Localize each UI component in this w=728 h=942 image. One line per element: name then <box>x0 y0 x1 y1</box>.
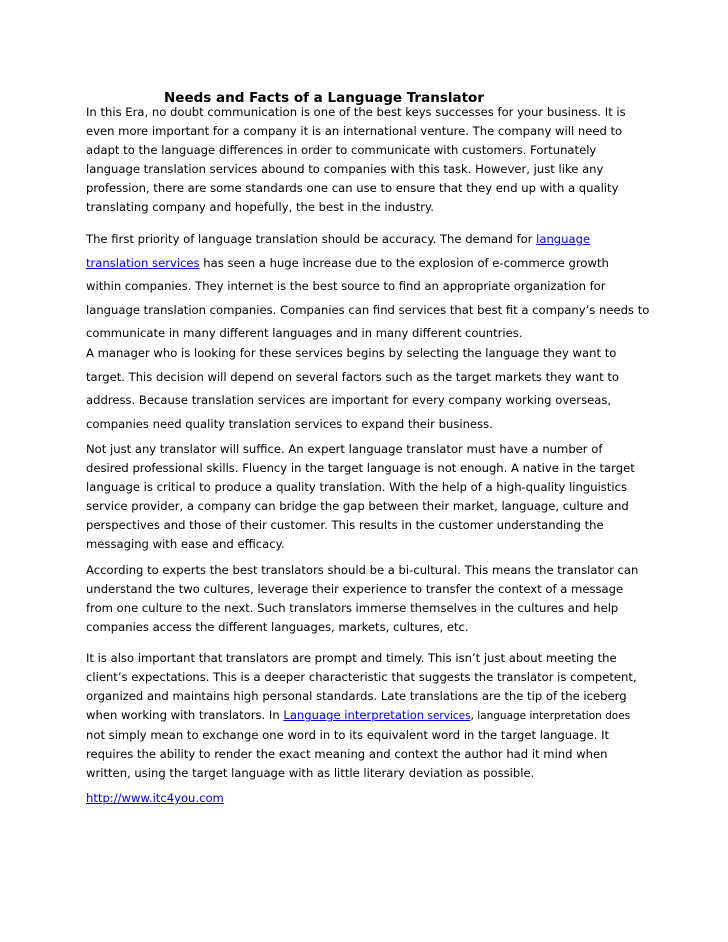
website-link[interactable]: http://www.itc4you.com <box>86 791 224 805</box>
paragraph-line: translating company and hopefully, the best in the industry. <box>86 200 434 214</box>
language-translation-services-link-continued[interactable]: translation services <box>86 255 200 270</box>
paragraph-line <box>86 789 646 808</box>
paragraph-line: even more important for a company it is an international venture. The company will need to <box>86 124 623 138</box>
paragraph-line <box>86 706 646 726</box>
paragraph-line: from one culture to the next. Such translators immerse themselves in the cultures and help <box>86 601 619 615</box>
language-translation-services-link[interactable]: language <box>536 232 591 246</box>
paragraph-line: address. Because translation services are important for every company working overseas, <box>86 393 612 407</box>
paragraph-line: profession, there are some standards one can use to ensure that they end up with a quality <box>86 181 619 195</box>
paragraph-line: organized and maintains high personal standards. Late translations are the tip of the iceberg <box>86 689 627 703</box>
paragraph-line: It is also important that translators are prompt and timely. This isn’t just about meeting the <box>86 651 617 665</box>
paragraph-line: messaging with ease and efficacy. <box>86 537 285 551</box>
paragraph-manager <box>86 342 646 436</box>
paragraph-line: desired professional skills. Fluency in the target language is not enough. A native in the target <box>86 461 635 475</box>
language-interpretation-services-link[interactable] <box>283 708 470 722</box>
paragraph-text-small: , language interpretation does <box>470 710 631 722</box>
paragraph-line: understand the two cultures, leverage their experience to transfer the context of a message <box>86 582 624 596</box>
paragraph-line: communicate in many different languages and in many different countries. <box>86 326 523 340</box>
paragraph-line <box>86 228 646 252</box>
paragraph-accuracy <box>86 228 650 346</box>
paragraph-expert-translator <box>86 440 646 554</box>
document-title: Needs and Facts of a Language Translator <box>164 90 484 106</box>
paragraph-line: requires the ability to render the exact meaning and context the author had it mind when <box>86 747 608 761</box>
paragraph-line: companies need quality translation services to expand their business. <box>86 416 493 431</box>
paragraph-line: adapt to the language differences in order to communicate with customers. Fortunately <box>86 143 597 157</box>
paragraph-line: target. This decision will depend on several factors such as the target markets they want to <box>86 369 619 384</box>
link-text-small: services <box>424 710 471 722</box>
paragraph-prompt-timely <box>86 649 646 783</box>
paragraph-footer <box>86 789 646 808</box>
paragraph-line: Not just any translator will suffice. An expert language translator must have a number of <box>86 442 603 456</box>
paragraph-text: The first priority of language translation should be accuracy. The demand for <box>86 232 537 246</box>
paragraph-text: has seen a huge increase due to the explosion of e-commerce growth <box>199 255 609 270</box>
paragraph-line: perspectives and those of their customer. This results in the customer understanding the <box>86 518 604 532</box>
paragraph-line: within companies. They internet is the best source to find an appropriate organization for <box>86 279 606 293</box>
paragraph-line: service provider, a company can bridge the gap between their market, language, culture and <box>86 499 629 513</box>
link-text: Language interpretation <box>283 708 425 722</box>
paragraph-line: client’s expectations. This is a deeper characteristic that suggests the translator is competent, <box>86 670 637 684</box>
paragraph-line: not simply mean to exchange one word in to its equivalent word in the target language. It <box>86 728 610 742</box>
paragraph-line: In this Era, no doubt communication is one of the best keys successes for your business. It is <box>86 105 626 119</box>
paragraph-line: written, using the target language with as little literary deviation as possible. <box>86 766 535 780</box>
paragraph-line: companies access the different languages, markets, cultures, etc. <box>86 620 469 634</box>
paragraph-line <box>86 252 646 276</box>
paragraph-line: language translation companies. Companies can find services that best fit a company’s needs to <box>86 302 650 317</box>
paragraph-bi-cultural <box>86 561 646 637</box>
paragraph-line: A manager who is looking for these services begins by selecting the language they want to <box>86 346 617 360</box>
paragraph-line: language is critical to produce a quality translation. With the help of a high-quality linguistics <box>86 480 628 494</box>
paragraph-intro <box>86 103 646 217</box>
paragraph-text: when working with translators. In <box>86 708 284 722</box>
paragraph-line: According to experts the best translators should be a bi-cultural. This means the translator can <box>86 563 639 577</box>
paragraph-line: language translation services abound to companies with this task. However, just like any <box>86 162 604 176</box>
